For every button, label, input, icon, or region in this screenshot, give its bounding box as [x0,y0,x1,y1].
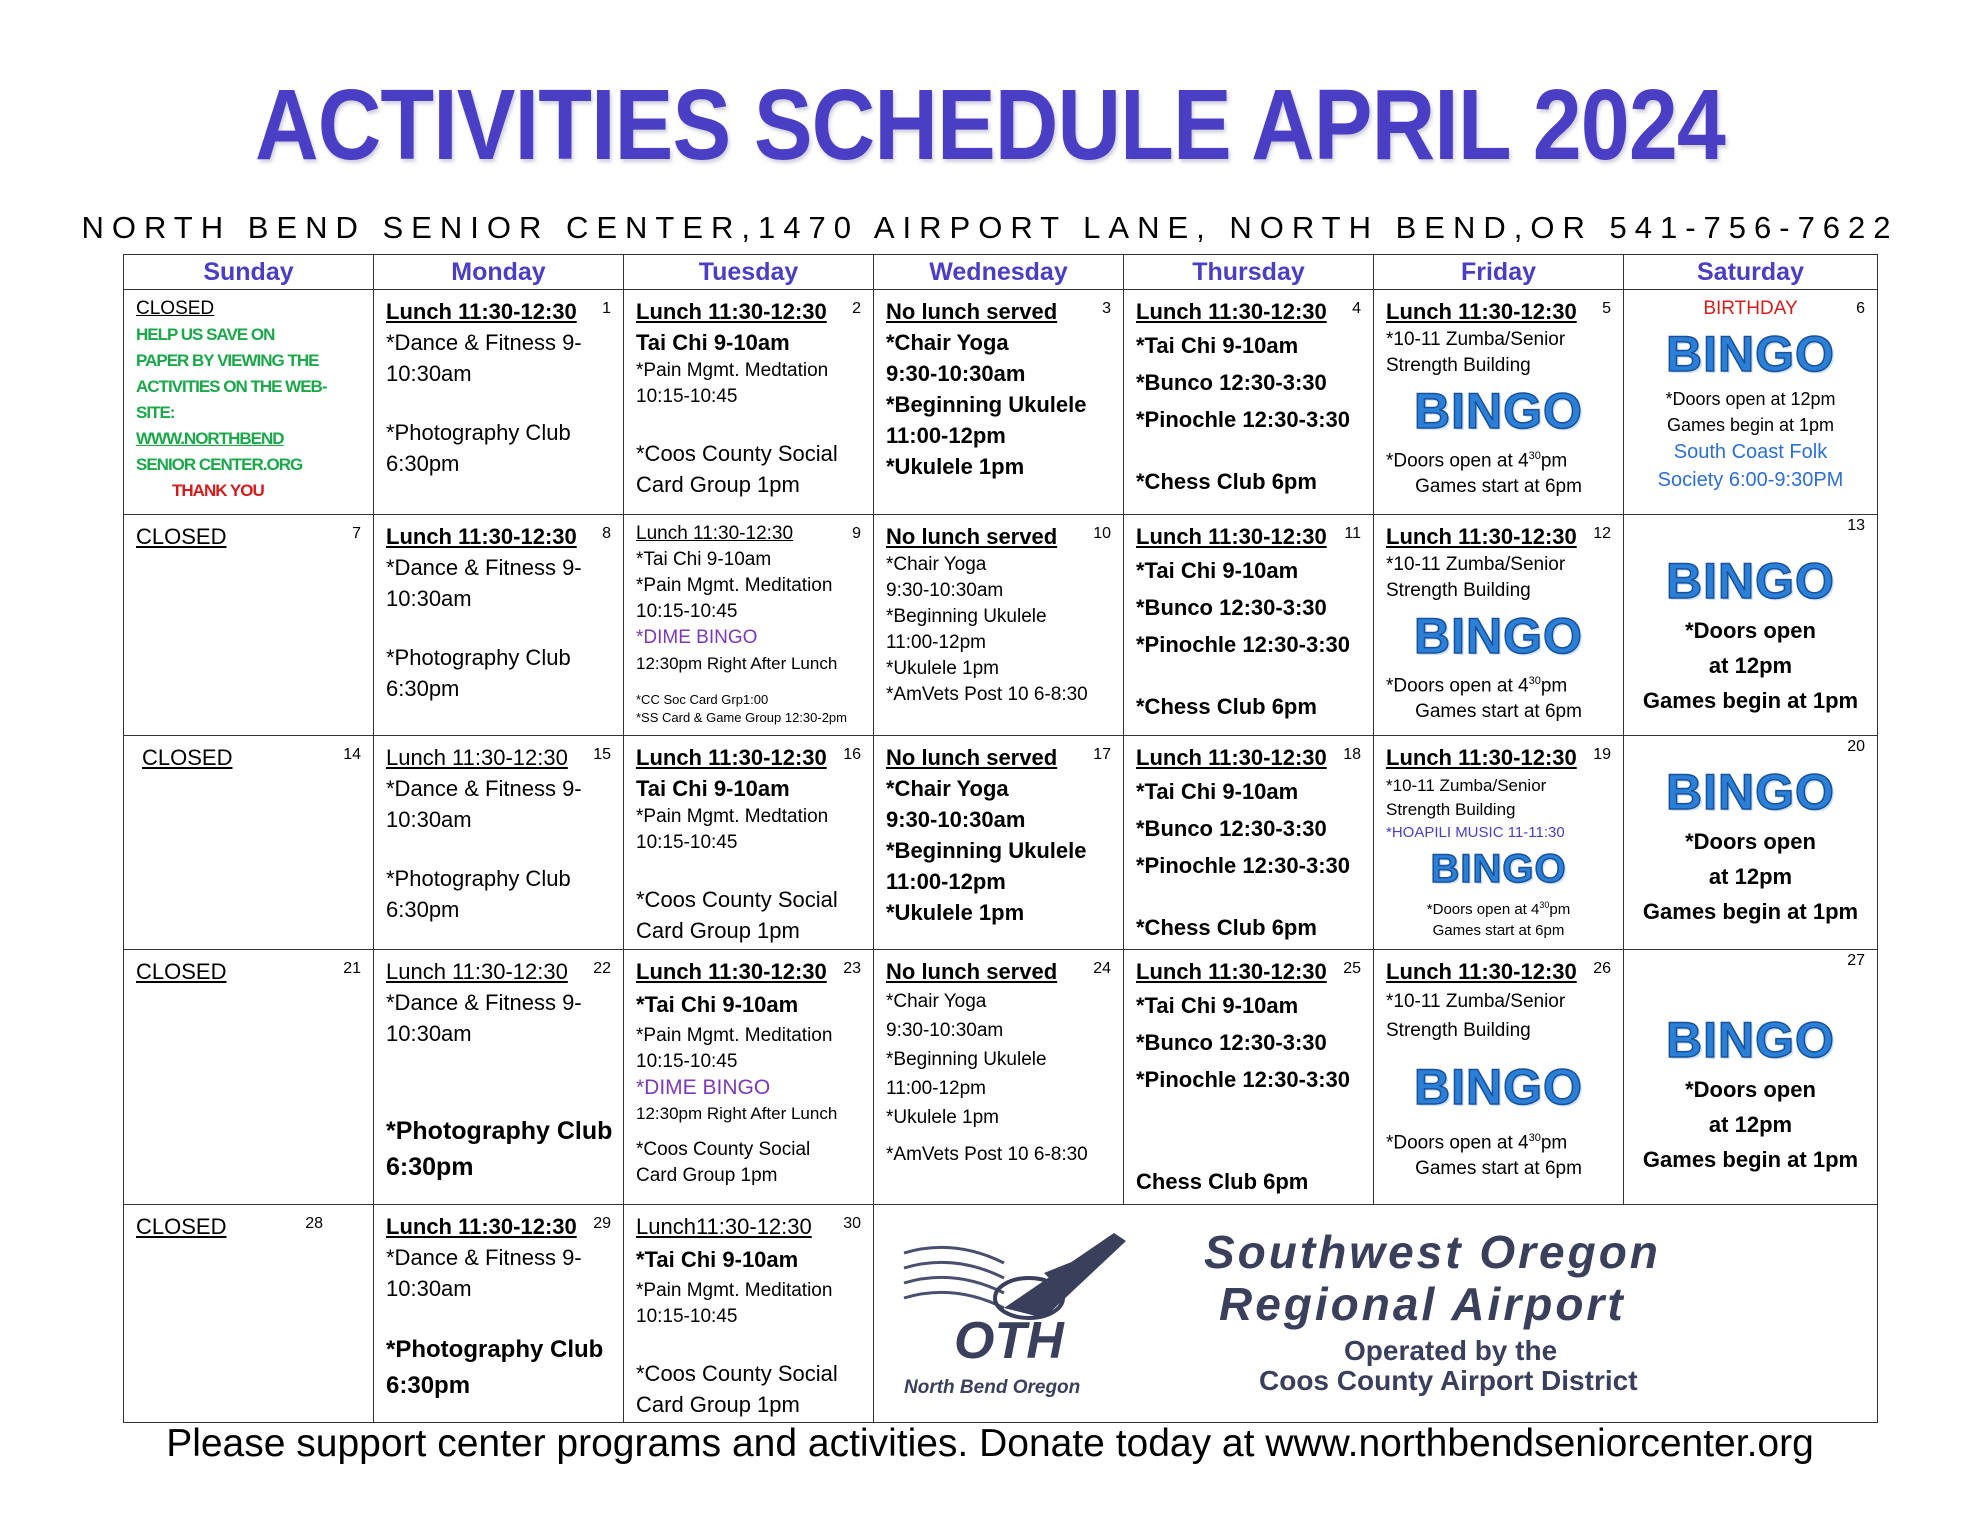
date-number: 8 [602,525,611,542]
activity: *Pain Mgmt. Meditation [636,1280,833,1301]
activity: 10:15-10:45 [636,601,738,622]
activity: *Dance & Fitness 9- [386,330,582,355]
activity: 10:30am [386,361,472,386]
activity: Games begin at 1pm [1642,1147,1859,1172]
activity: *Chair Yoga [886,776,1009,801]
activity: *Dance & Fitness 9- [386,990,582,1015]
week-row-5 [124,1205,1878,1423]
activity: Games start at 6pm [1415,476,1582,498]
activity: *Dance & Fitness 9- [386,555,582,580]
website-link[interactable]: WWW.NORTHBEND [136,429,284,448]
activity: 10:15-10:45 [636,832,738,853]
week-row-1 [124,290,1878,515]
notice-line: HELP US SAVE ON [136,325,275,344]
activity: *Pain Mgmt. Medtation [636,806,829,827]
activity: *Coos County Social [636,1139,811,1160]
activity: *CC Soc Card Grp1:00 [636,692,769,707]
activity: *Ukulele 1pm [886,900,1025,925]
date-number: 6 [1856,300,1865,317]
activity: 11:00-12pm [886,632,986,653]
activity: *Tai Chi 9-10am [636,1247,799,1272]
weekday-tuesday: Tuesday [624,255,874,290]
activity: *Coos County Social [636,441,838,466]
date-number: 12 [1593,525,1611,542]
day-cell [124,1205,374,1423]
activity: *Doors open at $4^{30}pm$ [1386,450,1568,472]
activity: *Bunco 12:30-3:30 [1136,1030,1327,1055]
activity: *Tai Chi 9-10am [636,992,799,1017]
activity: Strength Building [1386,580,1531,601]
day-cell [1124,515,1374,736]
bingo-banner: BINGO [1414,1059,1583,1115]
date-number: 4 [1352,300,1361,317]
lunch-label: Lunch 11:30-12:30 [1136,524,1327,549]
birthday-label: BIRTHDAY [1703,298,1798,319]
closed-label: CLOSED [136,298,215,319]
activity: *Pain Mgmt. Meditation [636,1025,833,1046]
activity: 10:30am [386,807,472,832]
activity: Card Group 1pm [636,472,800,497]
activity: Card Group 1pm [636,918,800,943]
day-cell [1374,950,1624,1205]
date-number: 25 [1343,960,1361,977]
activity: *Pain Mgmt. Meditation [636,575,833,596]
date-number: 2 [852,300,861,317]
date-number: 7 [352,525,361,542]
activity: *Ukulele 1pm [886,1107,999,1128]
activity: *Photography Club [386,1117,613,1145]
activity: *Bunco 12:30-3:30 [1136,595,1327,620]
activity: Games start at 6pm [1415,701,1582,723]
date-number: 1 [602,300,611,317]
lunch-label: No lunch served [886,299,1058,324]
activity: *HOAPILI MUSIC 11-11:30 [1386,824,1565,841]
activity: Strength Building [1386,800,1516,819]
activity: *Tai Chi 9-10am [1136,993,1299,1018]
day-cell [624,515,874,736]
activity: 10:30am [386,1021,472,1046]
activity: *Tai Chi 9-10am [1136,558,1299,583]
bingo-banner: BINGO [1666,1012,1835,1068]
date-number: 15 [593,746,611,763]
activity: *Chess Club 6pm [1136,694,1317,719]
lunch-label: Lunch 11:30-12:30 [386,745,568,770]
date-number: 24 [1093,960,1111,977]
page-title: ACTIVITIES SCHEDULE APRIL 2024 [255,69,1725,181]
activity: *SS Card & Game Group 12:30-2pm [636,710,847,725]
activity: 11:00-12pm [886,423,1006,448]
activity: at 12pm [1708,653,1793,678]
date-number: 20 [1847,738,1865,755]
activity: *10-11 Zumba/Senior [1386,991,1566,1012]
date-number: 27 [1847,952,1865,969]
airport-logo [894,1223,1154,1403]
activity: *Chair Yoga [886,991,987,1012]
activity: *Dance & Fitness 9- [386,776,582,801]
date-number: 13 [1847,517,1865,534]
lunch-label: No lunch served [886,745,1058,770]
day-cell [374,950,624,1205]
activity: 11:00-12pm [886,869,1006,894]
activity: *Doors open at $4^{30}pm$ [1386,675,1568,697]
activity: at 12pm [1708,1112,1793,1137]
lunch-label: Lunch 11:30-12:30 [636,745,827,770]
day-cell [1124,736,1374,950]
activity: Society 6:00-9:30PM [1657,469,1844,491]
donation-footer: Please support center programs and activities. Donate today at www.northbendseniorcenter.org [166,1422,1814,1465]
day-cell [624,736,874,950]
date-number: 23 [843,960,861,977]
day-cell [874,290,1124,515]
lunch-label: Lunch11:30-12:30 [636,1214,812,1239]
day-cell [1624,515,1878,736]
day-cell [1624,736,1878,950]
notice-line: PAPER BY VIEWING THE [136,351,319,370]
activity: 12:30pm Right After Lunch [636,1104,838,1123]
activity: *Bunco 12:30-3:30 [1136,370,1327,395]
activity: *Ukulele 1pm [886,658,999,679]
day-cell [874,950,1124,1205]
activity: 10:30am [386,1276,472,1301]
activity: *Beginning Ukulele [886,1049,1047,1070]
activity: *Photography Club [386,420,571,445]
activity: *Doors open [1685,618,1816,643]
day-cell [1124,290,1374,515]
activity: *Ukulele 1pm [886,454,1025,479]
day-cell [124,290,374,515]
activity: *Chair Yoga [886,330,1009,355]
svg-text:OTH: OTH [954,1312,1064,1370]
activity: 10:30am [386,586,472,611]
airport-ad-cell [874,1205,1878,1423]
date-number: 9 [852,525,861,542]
activity: *Pinochle 12:30-3:30 [1136,853,1350,878]
activity: Games start at 6pm [1415,1158,1582,1180]
activity: 9:30-10:30am [886,1020,1004,1041]
date-number: 11 [1344,525,1361,542]
activity: *Tai Chi 9-10am [1136,333,1299,358]
activity: *Coos County Social [636,1361,838,1386]
date-number: 22 [593,960,611,977]
operator-line2: Coos County Airport District [1259,1365,1638,1396]
week-row-2 [124,515,1878,736]
lunch-label: Lunch 11:30-12:30 [386,1214,577,1239]
day-cell [874,515,1124,736]
activity: Strength Building [1386,1020,1531,1041]
day-cell [124,515,374,736]
lunch-label: Lunch 11:30-12:30 [636,959,827,984]
activity: 10:15-10:45 [636,1051,738,1072]
date-number: 26 [1593,960,1611,977]
date-number: 14 [343,746,361,763]
bingo-banner: BINGO [1414,608,1583,664]
activity: 9:30-10:30am [886,807,1026,832]
bingo-banner: BINGO [1666,764,1835,820]
week-row-4 [124,950,1878,1205]
activity: *Chair Yoga [886,554,987,575]
day-cell [124,736,374,950]
lunch-label: Lunch 11:30-12:30 [1136,299,1327,324]
operator-line1: Operated by the [1344,1335,1558,1366]
activity: *Photography Club [386,645,571,670]
activity: *Pain Mgmt. Medtation [636,360,829,381]
day-cell [374,515,624,736]
activity: *Doors open at 12pm [1665,389,1836,409]
dime-bingo-label: *DIME BINGO [636,1076,771,1099]
day-cell [1624,290,1878,515]
airport-ad [874,1205,1877,1419]
day-cell [374,736,624,950]
activity: 6:30pm [386,676,460,701]
lunch-label: Lunch 11:30-12:30 [1386,959,1577,984]
notice-line: ACTIVITIES ON THE WEB- [136,377,327,396]
bingo-banner: BINGO [1666,326,1835,382]
activity: *AmVets Post 10 6-8:30 [886,1144,1088,1165]
activity: *Beginning Ukulele [886,392,1087,417]
activity: Games begin at 1pm [1666,415,1835,435]
calendar-table [123,254,1878,1423]
date-number: 17 [1093,746,1111,763]
activity: *10-11 Zumba/Senior [1386,554,1566,575]
activity: *Tai Chi 9-10am [1136,779,1299,804]
activity: 11:00-12pm [886,1078,986,1099]
lunch-label: Lunch 11:30-12:30 [386,959,568,984]
date-number: 16 [843,746,861,763]
activity: *Pinochle 12:30-3:30 [1136,632,1350,657]
activity: Card Group 1pm [636,1165,778,1186]
activity: Tai Chi 9-10am [636,776,790,801]
activity: *AmVets Post 10 6-8:30 [886,684,1088,705]
day-cell [1374,515,1624,736]
activity: Games begin at 1pm [1642,688,1859,713]
day-cell [1624,950,1878,1205]
lunch-label: Lunch 11:30-12:30 [386,524,577,549]
lunch-label: Lunch 11:30-12:30 [1386,524,1577,549]
day-cell [1124,950,1374,1205]
activity: *Chess Club 6pm [1136,915,1317,940]
activity: 12:30pm Right After Lunch [636,654,838,673]
day-cell [624,1205,874,1423]
activity: *Bunco 12:30-3:30 [1136,816,1327,841]
activity: Chess Club 6pm [1136,1169,1309,1194]
activity: *Coos County Social [636,887,838,912]
activity: Strength Building [1386,355,1531,376]
date-number: 18 [1343,746,1361,763]
dime-bingo-label: *DIME BINGO [636,627,758,648]
airport-name-line2: Regional Airport [1219,1278,1626,1330]
activity: South Coast Folk [1673,441,1828,463]
weekday-monday: Monday [374,255,624,290]
weekday-saturday: Saturday [1624,255,1878,290]
lunch-label: Lunch 11:30-12:30 [1386,745,1577,770]
weekday-thursday: Thursday [1124,255,1374,290]
activity: *10-11 Zumba/Senior [1386,776,1547,795]
activity: 10:15-10:45 [636,386,738,407]
day-cell [1374,290,1624,515]
day-cell [124,950,374,1205]
closed-label: CLOSED [136,1214,227,1239]
lunch-label: Lunch 11:30-12:30 [1136,959,1327,984]
date-number: 28 [305,1215,323,1232]
date-number: 29 [593,1215,611,1232]
website-link[interactable]: SENIOR CENTER.ORG [136,455,303,474]
bingo-banner: BINGO [1666,553,1835,609]
activity: *10-11 Zumba/Senior [1386,329,1566,350]
lunch-label: No lunch served [886,524,1058,549]
activity: 9:30-10:30am [886,580,1004,601]
weekday-wednesday: Wednesday [874,255,1124,290]
closed-label: CLOSED [142,745,233,770]
activity: *Photography Club [386,866,571,891]
activity: *Doors open at $4^{30}pm$ [1426,900,1571,918]
activity: Tai Chi 9-10am [636,330,790,355]
bingo-banner: BINGO [1430,847,1567,891]
activity: *Doors open at $4^{30}pm$ [1386,1132,1568,1154]
day-cell [624,290,874,515]
activity: Card Group 1pm [636,1392,800,1417]
activity: Games start at 6pm [1432,922,1565,939]
lunch-label: Lunch 11:30-12:30 [636,523,794,544]
activity: 10:15-10:45 [636,1306,738,1327]
svg-text:North Bend Oregon: North Bend Oregon [904,1377,1081,1398]
date-number: 5 [1602,300,1611,317]
lunch-label: Lunch 11:30-12:30 [386,299,577,324]
page-subtitle: NORTH BEND SENIOR CENTER,1470 AIRPORT LANE, NORTH BEND,OR 541-756-7622 [81,210,1899,245]
day-cell [374,1205,624,1423]
activity: *Dance & Fitness 9- [386,1245,582,1270]
notice-line: SITE: [136,403,175,422]
activity: *Pinochle 12:30-3:30 [1136,407,1350,432]
day-cell [624,950,874,1205]
activity: at 12pm [1708,864,1793,889]
activity: 6:30pm [386,1153,474,1181]
lunch-label: Lunch 11:30-12:30 [1386,299,1577,324]
activity: *Beginning Ukulele [886,606,1047,627]
activity: *Doors open [1685,829,1816,854]
date-number: 3 [1102,300,1111,317]
closed-label: CLOSED [136,959,227,984]
activity: *Beginning Ukulele [886,838,1087,863]
activity: *Pinochle 12:30-3:30 [1136,1067,1350,1092]
day-cell [374,290,624,515]
weekday-friday: Friday [1374,255,1624,290]
lunch-label: No lunch served [886,959,1058,984]
bingo-banner: BINGO [1414,383,1583,439]
date-number: 21 [343,960,361,977]
week-row-3 [124,736,1878,950]
date-number: 30 [843,1215,861,1232]
activity: 6:30pm [386,451,460,476]
activity: 6:30pm [386,1372,471,1399]
activity: 6:30pm [386,897,460,922]
date-number: 19 [1593,746,1611,763]
weekday-sunday: Sunday [124,255,374,290]
lunch-label: Lunch 11:30-12:30 [1136,745,1327,770]
activity: Games begin at 1pm [1642,899,1859,924]
day-cell [874,736,1124,950]
activity: *Chess Club 6pm [1136,469,1317,494]
activity: *Tai Chi 9-10am [636,549,772,570]
activity: 9:30-10:30am [886,361,1026,386]
thank-you-text: THANK YOU [172,481,264,500]
lunch-label: Lunch 11:30-12:30 [636,299,827,324]
activity: *Doors open [1685,1077,1816,1102]
airport-name-line1: Southwest Oregon [1204,1226,1661,1278]
day-cell [1374,736,1624,950]
activity: *Photography Club [386,1336,604,1363]
weekday-header-row [124,255,1878,290]
date-number: 10 [1093,525,1111,542]
closed-label: CLOSED [136,524,227,549]
